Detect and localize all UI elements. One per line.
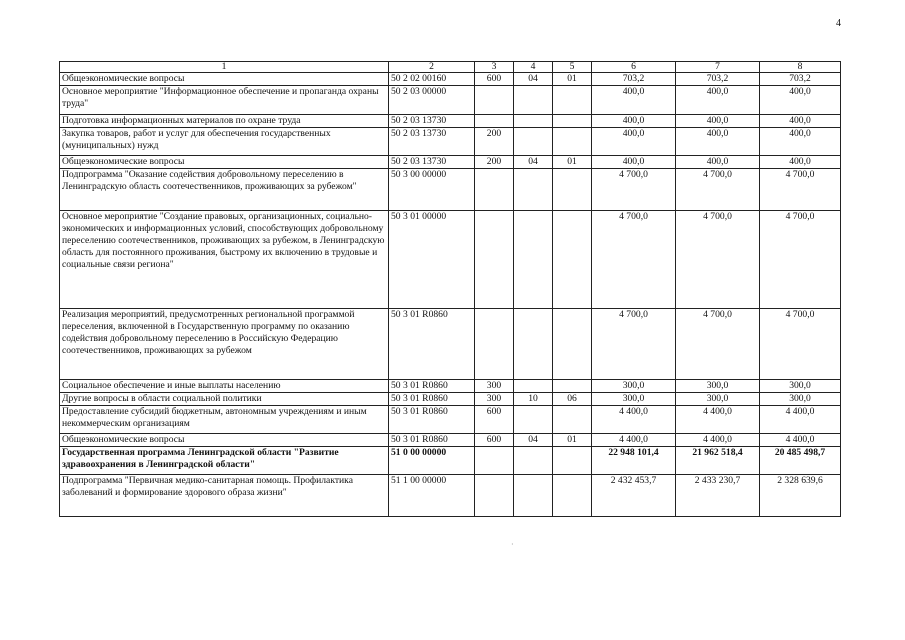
section-code — [514, 169, 553, 211]
target-article-code: 50 2 03 13730 — [389, 156, 475, 169]
table-row — [60, 406, 841, 434]
section-code — [514, 211, 553, 309]
amount-year-1: 22 948 101,4 — [592, 447, 676, 475]
column-number-header — [60, 62, 841, 73]
amount-year-2: 21 962 518,4 — [676, 447, 760, 475]
table-row — [60, 393, 841, 406]
amount-year-3: 20 485 498,7 — [760, 447, 841, 475]
amount-year-2: 300,0 — [676, 380, 760, 393]
section-code — [514, 406, 553, 434]
target-article-code: 50 2 03 13730 — [389, 128, 475, 156]
row-name: Другие вопросы в области социальной политики — [60, 393, 389, 406]
amount-year-1: 4 700,0 — [592, 211, 676, 309]
subsection-code — [553, 86, 592, 115]
amount-year-3: 400,0 — [760, 115, 841, 128]
expense-type-code — [475, 309, 514, 380]
section-code — [514, 115, 553, 128]
amount-year-2: 400,0 — [676, 86, 760, 115]
amount-year-3: 703,2 — [760, 73, 841, 86]
target-article-code: 50 3 01 R0860 — [389, 406, 475, 434]
amount-year-1: 4 400,0 — [592, 406, 676, 434]
amount-year-3: 4 700,0 — [760, 169, 841, 211]
amount-year-1: 400,0 — [592, 128, 676, 156]
table-row — [60, 128, 841, 156]
target-article-code: 50 2 03 00000 — [389, 86, 475, 115]
amount-year-1: 400,0 — [592, 86, 676, 115]
scan-speck: · — [511, 540, 514, 549]
section-code — [514, 86, 553, 115]
row-name: Общеэкономические вопросы — [60, 73, 389, 86]
column-number: 8 — [760, 62, 841, 73]
amount-year-3: 300,0 — [760, 380, 841, 393]
expense-type-code: 600 — [475, 434, 514, 447]
expense-type-code: 600 — [475, 73, 514, 86]
column-number: 3 — [475, 62, 514, 73]
amount-year-3: 400,0 — [760, 86, 841, 115]
expense-type-code — [475, 211, 514, 309]
amount-year-2: 2 433 230,7 — [676, 475, 760, 517]
row-name: Подпрограмма "Оказание содействия добровольному переселению в Ленинградскую область соотечественников, проживающих за рубежом" — [60, 169, 389, 211]
column-number: 6 — [592, 62, 676, 73]
row-name: Социальное обеспечение и иные выплаты населению — [60, 380, 389, 393]
row-name: Подготовка информационных материалов по охране труда — [60, 115, 389, 128]
table-row — [60, 434, 841, 447]
column-number: 7 — [676, 62, 760, 73]
table-row — [60, 156, 841, 169]
section-code — [514, 380, 553, 393]
target-article-code: 51 0 00 00000 — [389, 447, 475, 475]
budget-table — [59, 61, 841, 517]
table-row — [60, 86, 841, 115]
target-article-code: 50 3 01 R0860 — [389, 380, 475, 393]
target-article-code: 50 2 03 13730 — [389, 115, 475, 128]
amount-year-3: 2 328 639,6 — [760, 475, 841, 517]
amount-year-1: 703,2 — [592, 73, 676, 86]
section-code — [514, 128, 553, 156]
subsection-code: 01 — [553, 156, 592, 169]
table-row — [60, 475, 841, 517]
amount-year-3: 300,0 — [760, 393, 841, 406]
amount-year-2: 400,0 — [676, 115, 760, 128]
target-article-code: 50 3 01 R0860 — [389, 309, 475, 380]
row-name: Государственная программа Ленинградской области "Развитие здравоохранения в Ленинградской области" — [60, 447, 389, 475]
target-article-code: 51 1 00 00000 — [389, 475, 475, 517]
subsection-code — [553, 169, 592, 211]
amount-year-3: 4 400,0 — [760, 406, 841, 434]
expense-type-code: 300 — [475, 380, 514, 393]
amount-year-3: 400,0 — [760, 156, 841, 169]
section-code: 10 — [514, 393, 553, 406]
subsection-code — [553, 309, 592, 380]
amount-year-3: 4 700,0 — [760, 309, 841, 380]
expense-type-code: 600 — [475, 406, 514, 434]
target-article-code: 50 3 01 R0860 — [389, 434, 475, 447]
row-name: Основное мероприятие "Создание правовых, организационных, социально-экономических и информационных условий, способствующих добровольному переселению соотечественников, проживающих за рубежом, в Ленинградскую область для постоянного проживания, быстрому их включению в трудовые и социальные связи региона" — [60, 211, 389, 309]
subsection-code: 01 — [553, 73, 592, 86]
amount-year-1: 4 700,0 — [592, 309, 676, 380]
row-name: Основное мероприятие "Информационное обеспечение и пропаганда охраны труда" — [60, 86, 389, 115]
row-name: Общеэкономические вопросы — [60, 434, 389, 447]
column-number: 2 — [389, 62, 475, 73]
section-code: 04 — [514, 156, 553, 169]
target-article-code: 50 2 02 00160 — [389, 73, 475, 86]
row-name: Предоставление субсидий бюджетным, автономным учреждениям и иным некоммерческим организациям — [60, 406, 389, 434]
section-code: 04 — [514, 73, 553, 86]
subsection-code: 01 — [553, 434, 592, 447]
expense-type-code — [475, 447, 514, 475]
target-article-code: 50 3 00 00000 — [389, 169, 475, 211]
expense-type-code: 300 — [475, 393, 514, 406]
section-code — [514, 475, 553, 517]
target-article-code: 50 3 01 R0860 — [389, 393, 475, 406]
amount-year-2: 300,0 — [676, 393, 760, 406]
page-number: 4 — [836, 18, 841, 29]
amount-year-2: 4 400,0 — [676, 406, 760, 434]
amount-year-2: 400,0 — [676, 128, 760, 156]
table-row — [60, 115, 841, 128]
column-number: 4 — [514, 62, 553, 73]
subsection-code: 06 — [553, 393, 592, 406]
expense-type-code — [475, 86, 514, 115]
subsection-code — [553, 211, 592, 309]
amount-year-3: 4 700,0 — [760, 211, 841, 309]
amount-year-1: 300,0 — [592, 380, 676, 393]
table-row — [60, 447, 841, 475]
expense-type-code: 200 — [475, 128, 514, 156]
expense-type-code — [475, 475, 514, 517]
amount-year-1: 2 432 453,7 — [592, 475, 676, 517]
amount-year-2: 4 700,0 — [676, 169, 760, 211]
section-code — [514, 447, 553, 475]
row-name: Закупка товаров, работ и услуг для обеспечения государственных (муниципальных) нужд — [60, 128, 389, 156]
amount-year-1: 4 400,0 — [592, 434, 676, 447]
table-row — [60, 380, 841, 393]
amount-year-3: 400,0 — [760, 128, 841, 156]
table-row — [60, 169, 841, 211]
amount-year-3: 4 400,0 — [760, 434, 841, 447]
row-name: Реализация мероприятий, предусмотренных региональной программой переселения, включенной в Государственную программу по оказанию содействия добровольному переселению в Российскую Федерацию соотечественников, проживающих за рубежом — [60, 309, 389, 380]
expense-type-code — [475, 115, 514, 128]
column-number: 1 — [60, 62, 389, 73]
table-row — [60, 211, 841, 309]
target-article-code: 50 3 01 00000 — [389, 211, 475, 309]
table-row — [60, 309, 841, 380]
row-name: Общеэкономические вопросы — [60, 156, 389, 169]
table-row — [60, 73, 841, 86]
amount-year-2: 400,0 — [676, 156, 760, 169]
amount-year-2: 703,2 — [676, 73, 760, 86]
amount-year-1: 300,0 — [592, 393, 676, 406]
subsection-code — [553, 115, 592, 128]
amount-year-1: 4 700,0 — [592, 169, 676, 211]
subsection-code — [553, 128, 592, 156]
amount-year-1: 400,0 — [592, 156, 676, 169]
amount-year-1: 400,0 — [592, 115, 676, 128]
amount-year-2: 4 700,0 — [676, 211, 760, 309]
subsection-code — [553, 380, 592, 393]
subsection-code — [553, 406, 592, 434]
amount-year-2: 4 700,0 — [676, 309, 760, 380]
expense-type-code — [475, 169, 514, 211]
section-code — [514, 309, 553, 380]
subsection-code — [553, 475, 592, 517]
row-name: Подпрограмма "Первичная медико-санитарная помощь. Профилактика заболеваний и формирование здорового образа жизни" — [60, 475, 389, 517]
expense-type-code: 200 — [475, 156, 514, 169]
section-code: 04 — [514, 434, 553, 447]
subsection-code — [553, 447, 592, 475]
amount-year-2: 4 400,0 — [676, 434, 760, 447]
column-number: 5 — [553, 62, 592, 73]
